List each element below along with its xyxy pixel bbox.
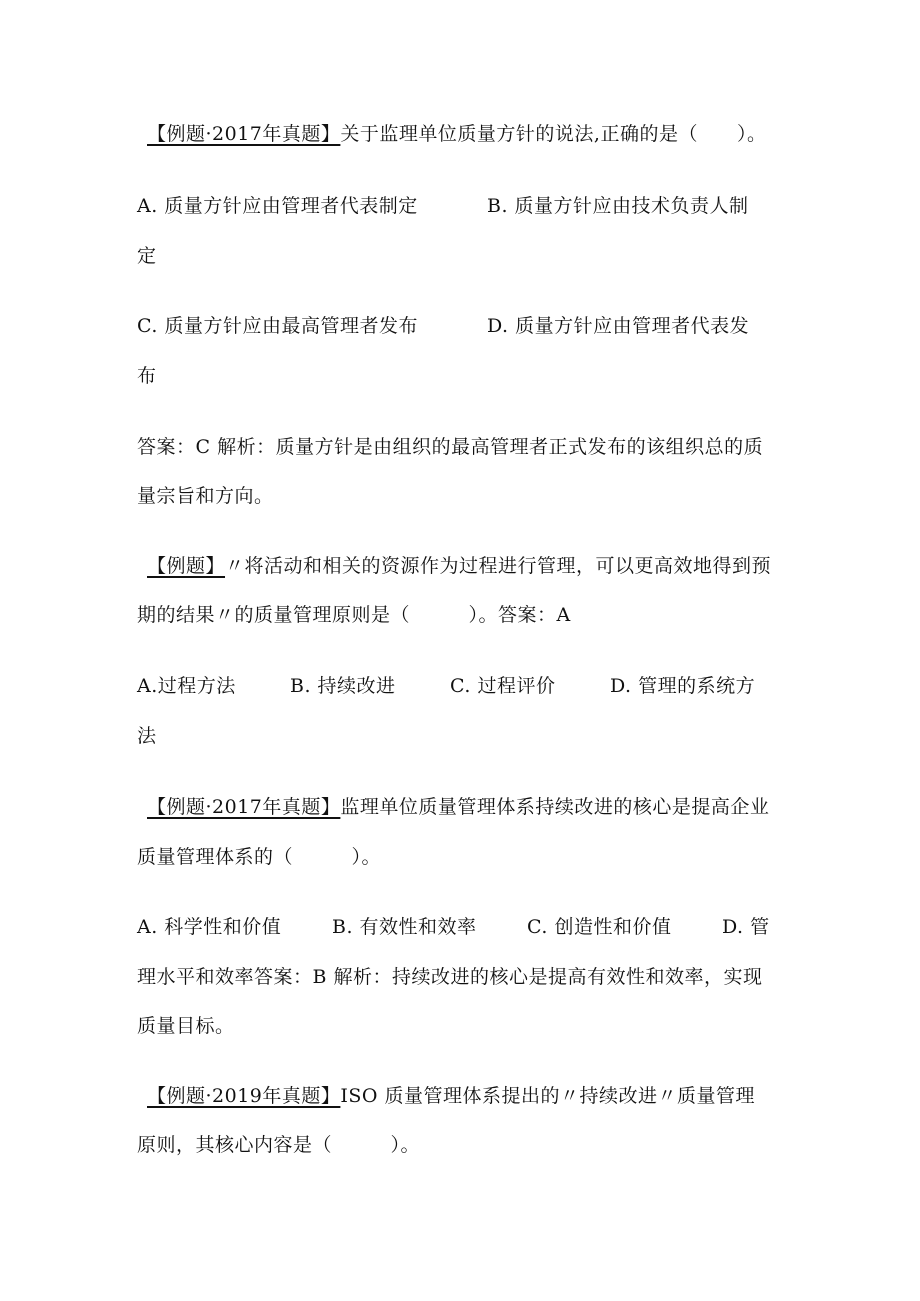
q2-tag: 【例题】: [147, 555, 226, 577]
q2-option-d-cont: 法: [137, 725, 157, 747]
q1-answer-line-1: 答案：C 解析：质量方针是由组织的最高管理者正式发布的该组织总的质: [137, 436, 764, 458]
q3-tag: 【例题·2017年真题】: [147, 796, 341, 818]
q1-option-d: D. 质量方针应由管理者代表发: [487, 315, 750, 337]
q2-option-c: C. 过程评价: [450, 675, 556, 697]
q3-stem-text-1: 监理单位质量管理体系持续改进的核心是提高企业: [340, 796, 770, 818]
q2-option-d: D. 管理的系统方: [610, 675, 756, 697]
q2-option-b: B. 持续改进: [290, 675, 396, 697]
q4-tag: 【例题·2019年真题】: [147, 1085, 341, 1107]
q1-tag: 【例题·2017年真题】: [147, 123, 341, 145]
q1-answer-line-2: 量宗旨和方向。: [137, 485, 274, 507]
q3-answer-line-1: 理水平和效率答案：B 解析：持续改进的核心是提高有效性和效率，实现: [137, 966, 763, 988]
q4-stem-line-2: 原则，其核心内容是（ ）。: [137, 1134, 421, 1156]
q1-options-cd: [137, 312, 749, 340]
q3-option-d: D. 管: [722, 916, 770, 938]
q2-stem-text-1: 〃将活动和相关的资源作为过程进行管理，可以更高效地得到预: [225, 555, 772, 577]
q1-options-ab: [137, 192, 749, 220]
q3-answer-line-2: 质量目标。: [137, 1015, 235, 1037]
q1-stem-text: 关于监理单位质量方针的说法,正确的是（ ）。: [340, 123, 767, 145]
q1-stem: [147, 120, 766, 148]
q1-option-b-cont: 定: [137, 245, 157, 267]
q2-option-a: A.过程方法: [137, 675, 236, 697]
q3-option-b: B. 有效性和效率: [332, 916, 477, 938]
q1-option-b: B. 质量方针应由技术负责人制: [487, 195, 749, 217]
q2-stem-line-1: [147, 552, 771, 580]
q3-option-a: A. 科学性和价值: [137, 916, 282, 938]
q4-stem-text-1: ISO 质量管理体系提出的〃持续改进〃质量管理: [340, 1085, 756, 1107]
q3-options: [137, 913, 770, 941]
q3-option-c: C. 创造性和价值: [527, 916, 672, 938]
q3-stem-line-2: 质量管理体系的（ ）。: [137, 846, 382, 868]
q1-option-d-cont: 布: [137, 365, 157, 387]
q1-option-c: C. 质量方针应由最高管理者发布: [137, 315, 418, 337]
q4-stem-line-1: [147, 1082, 755, 1110]
q3-stem-line-1: [147, 793, 769, 821]
q2-options: [137, 672, 755, 700]
q1-option-a: A. 质量方针应由管理者代表制定: [137, 195, 418, 217]
q2-stem-line-2: 期的结果〃的质量管理原则是（ ）。答案：A: [137, 604, 571, 626]
